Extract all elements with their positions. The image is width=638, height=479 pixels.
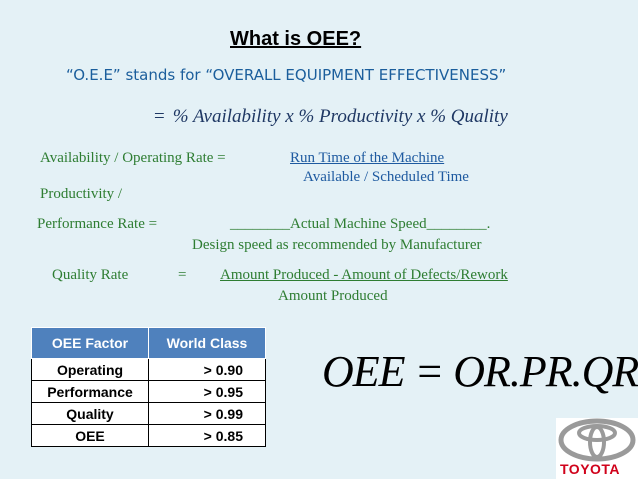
toyota-emblem-icon bbox=[556, 418, 638, 462]
availability-numerator: Run Time of the Machine bbox=[290, 150, 445, 166]
world-class-table bbox=[31, 327, 266, 447]
performance-numerator: ________Actual Machine Speed________. bbox=[230, 216, 491, 232]
performance-denominator: Design speed as recommended by Manufacturer bbox=[192, 237, 482, 253]
page-title: What is OEE? bbox=[230, 28, 362, 50]
value-cell: > 0.99 bbox=[149, 403, 266, 425]
table-header-row bbox=[32, 328, 266, 359]
value-cell: > 0.85 bbox=[149, 425, 266, 447]
toyota-logo bbox=[556, 418, 638, 479]
value-cell: > 0.90 bbox=[149, 359, 266, 381]
oee-formula-line bbox=[154, 106, 508, 128]
table-row bbox=[32, 359, 266, 381]
table-row bbox=[32, 381, 266, 403]
factor-cell: Quality bbox=[32, 403, 149, 425]
quality-equals: = bbox=[178, 267, 187, 283]
oee-definition: “O.E.E” stands for “OVERALL EQUIPMENT EFFECTIVENESS” bbox=[66, 66, 507, 84]
factor-cell: Performance bbox=[32, 381, 149, 403]
availability-denominator: Available / Scheduled Time bbox=[303, 169, 469, 185]
factor-cell: OEE bbox=[32, 425, 149, 447]
productivity-label: Productivity / bbox=[40, 186, 123, 202]
factor-cell: Operating bbox=[32, 359, 149, 381]
value-cell: > 0.95 bbox=[149, 381, 266, 403]
formula-expression: % Availability x % Productivity x % Quality bbox=[172, 106, 508, 127]
quality-denominator: Amount Produced bbox=[278, 288, 388, 304]
quality-label: Quality Rate bbox=[52, 267, 129, 283]
toyota-wordmark: TOYOTA bbox=[560, 461, 621, 477]
availability-label: Availability / Operating Rate = bbox=[40, 150, 226, 166]
table-row bbox=[32, 425, 266, 447]
quality-numerator: Amount Produced - Amount of Defects/Rework bbox=[220, 267, 508, 283]
formula-equals: = bbox=[154, 106, 165, 127]
oee-equation: OEE = OR.PR.QR bbox=[322, 347, 638, 396]
header-factor: OEE Factor bbox=[32, 328, 149, 359]
table-row bbox=[32, 403, 266, 425]
header-world-class: World Class bbox=[149, 328, 266, 359]
performance-label: Performance Rate = bbox=[37, 216, 158, 232]
